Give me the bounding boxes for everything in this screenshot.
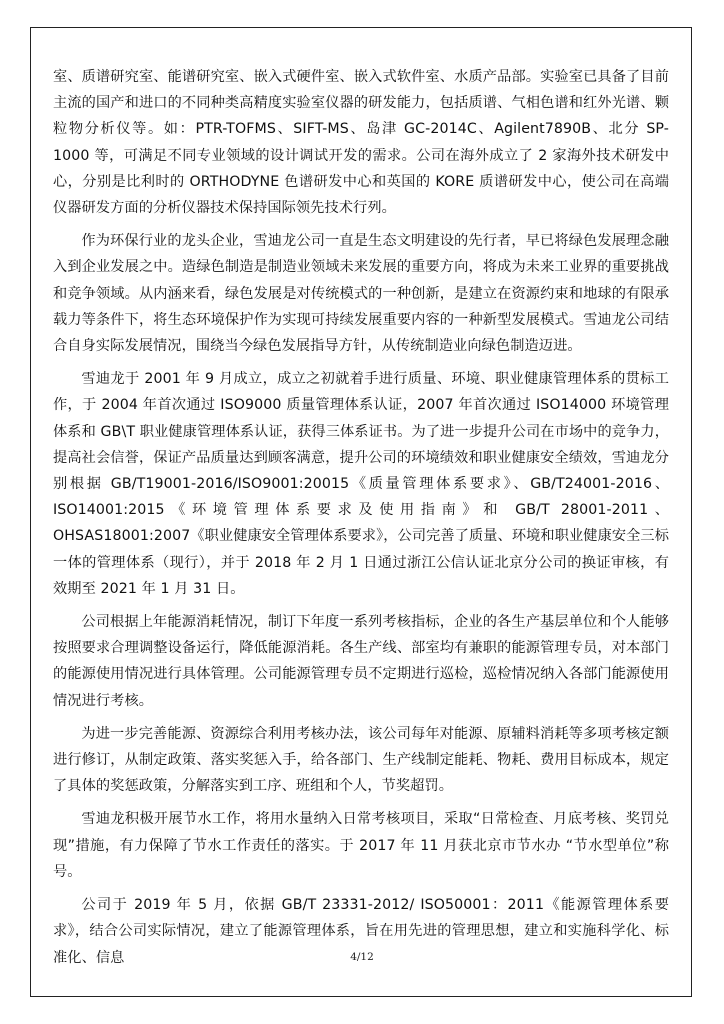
paragraph-water-saving: 雪迪龙积极开展节水工作，将用水量纳入日常考核项目，采取“日常检查、月底考核、奖罚兑现”措施，有力保障了节水工作责任的落实。于 2017 年 11 月获北京市节水办 “节水型单位”称号。 [53, 811, 669, 880]
paragraph-lab-capabilities: 室、质谱研究室、能谱研究室、嵌入式硬件室、嵌入式软件室、水质产品部。实验室已具备了目前主流的国产和进口的不同种类高精度实验室仪器的研发能力，包括质谱、气相色谱和红外光谱、颗粒物分析仪等。如：PTR-TOFMS、SIFT-MS、岛津 GC-2014C、Agilent7890B、北分 SP-1000 等，可满足不同专业领域的设计调试开发的需求。公司在海外成立了 2 家海外技术研发中心，分别是比利时的 ORTHODYNE 色谱研发中心和英国的 KORE 质谱研发中心，使公司在高端仪器研发方面的分析仪器技术保持国际领先技术行列。 [53, 69, 669, 217]
page-number: 4/12 [350, 951, 374, 963]
document-body [53, 64, 669, 978]
paragraph-energy-assessment: 公司根据上年能源消耗情况，制订下年度一系列考核指标，企业的各生产基层单位和个人能够按照要求合理调整设备运行，降低能源消耗。各生产线、部室均有兼职的能源管理专员，对本部门的能源使用情况进行具体管理。公司能源管理专员不定期进行巡检，巡检情况纳入各部门能源使用情况进行考核。 [53, 614, 669, 709]
paragraph-energy-management-system: 公司于 2019 年 5 月，依据 GB/T 23331-2012/ ISO50001：2011《能源管理体系要求》，结合公司实际情况，建立了能源管理体系，旨在用先进的管理思想，建立和实施科学化、标准化、信息 [53, 897, 669, 966]
paragraph-resource-utilization: 为进一步完善能源、资源综合利用考核办法，该公司每年对能源、原辅料消耗等多项考核定额进行修订，从制定政策、落实奖惩入手，给各部门、生产线制定能耗、物耗、费用目标成本，规定了具体的奖惩政策，分解落实到工序、班组和个人，节奖超罚。 [53, 725, 669, 795]
paragraph-green-development: 作为环保行业的龙头企业，雪迪龙公司一直是生态文明建设的先行者，早已将绿色发展理念融入到企业发展之中。造绿色制造是制造业领域未来发展的重要方向，将成为未来工业界的重要挑战和竞争领域。从内涵来看，绿色发展是对传统模式的一种创新，是建立在资源约束和地球的有限承载力等条件下，将生态环境保护作为实现可持续发展重要内容的一种新型发展模式。雪迪龙公司结合自身实际发展情况，围绕当今绿色发展指导方针，从传统制造业向绿色制造迈进。 [53, 233, 669, 355]
paragraph-management-systems: 雪迪龙于 2001 年 9 月成立，成立之初就着手进行质量、环境、职业健康管理体系的贯标工作，于 2004 年首次通过 ISO9000 质量管理体系认证，2007 年首次通过 ISO14000 环境管理体系和 GB\T 职业健康管理体系认证，获得三体系证书。为了进一步提升公司在市场中的竞争力，提高社会信誉，保证产品质量达到顾客满意，提升公司的环境绩效和职业健康安全绩效，雪迪龙分别根据 GB/T19001-2016/ISO9001:20015《质量管理体系要求》、GB/T24001-2016、ISO14001:2015《环境管理体系要求及使用指南》和 GB/T 28001-2011、OHSAS18001:2007《职业健康安全管理体系要求》，公司完善了质量、环境和职业健康安全三标一体的管理体系（现行），并于 2018 年 2 月 1 日通过浙江公信认证北京分公司的换证审核，有效期至 2021 年 1 月 31 日。 [53, 371, 670, 597]
